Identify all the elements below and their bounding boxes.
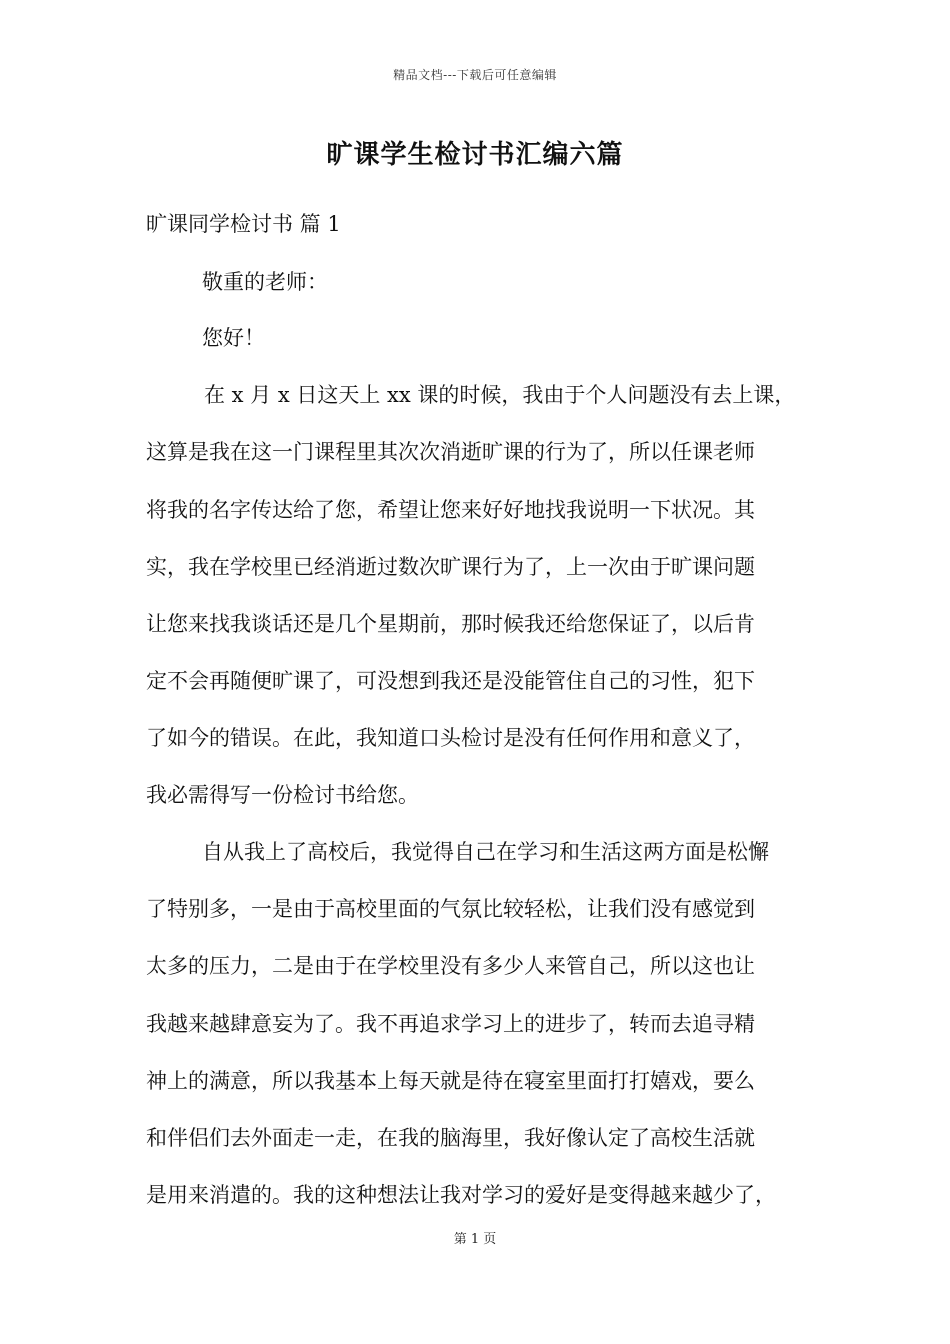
paragraph-line: 实，我在学校里已经消逝过数次旷课行为了，上一次由于旷课问题 <box>146 555 755 579</box>
paragraph-line: 这算是我在这一门课程里其次次消逝旷课的行为了，所以任课老师 <box>146 440 755 464</box>
paragraph-line: 我越来越肆意妄为了。我不再追求学习上的进步了，转而去追寻精 <box>146 1012 755 1036</box>
salutation: 敬重的老师： <box>202 270 328 294</box>
section-title: 旷课同学检讨书 篇 1 <box>146 212 341 236</box>
paragraph-line: 是用来消遣的。我的这种想法让我对学习的爱好是变得越来越少了， <box>146 1183 776 1207</box>
paragraph-line: 定不会再随便旷课了，可没想到我还是没能管住自己的习性，犯下 <box>146 669 755 693</box>
paragraph-line: 将我的名字传达给了您，希望让您来好好地找我说明一下状况。其 <box>146 498 755 522</box>
paragraph-line: 了如今的错误。在此，我知道口头检讨是没有任何作用和意义了， <box>146 726 755 750</box>
paragraph-line: 在 x 月 x 日这天上 xx 课的时候，我由于个人问题没有去上课， <box>204 383 796 407</box>
paragraph-line: 我必需得写一份检讨书给您。 <box>146 783 419 807</box>
paragraph-line: 让您来找我谈话还是几个星期前，那时候我还给您保证了，以后肯 <box>146 612 755 636</box>
paragraph-line: 和伴侣们去外面走一走，在我的脑海里，我好像认定了高校生活就 <box>146 1126 755 1150</box>
paragraph-line: 神上的满意，所以我基本上每天就是待在寝室里面打打嬉戏，要么 <box>146 1069 755 1093</box>
document-title: 旷课学生检讨书汇编六篇 <box>326 140 624 170</box>
page-number: 第 1 页 <box>453 1232 497 1247</box>
header-note: 精品文档---下载后可任意编辑 <box>393 68 557 82</box>
paragraph-line: 自从我上了高校后，我觉得自己在学习和生活这两方面是松懈 <box>202 840 769 864</box>
paragraph-line: 了特别多，一是由于高校里面的气氛比较轻松，让我们没有感觉到 <box>146 897 755 921</box>
paragraph-line: 太多的压力，二是由于在学校里没有多少人来管自己，所以这也让 <box>146 954 755 978</box>
greeting: 您好！ <box>202 326 265 350</box>
